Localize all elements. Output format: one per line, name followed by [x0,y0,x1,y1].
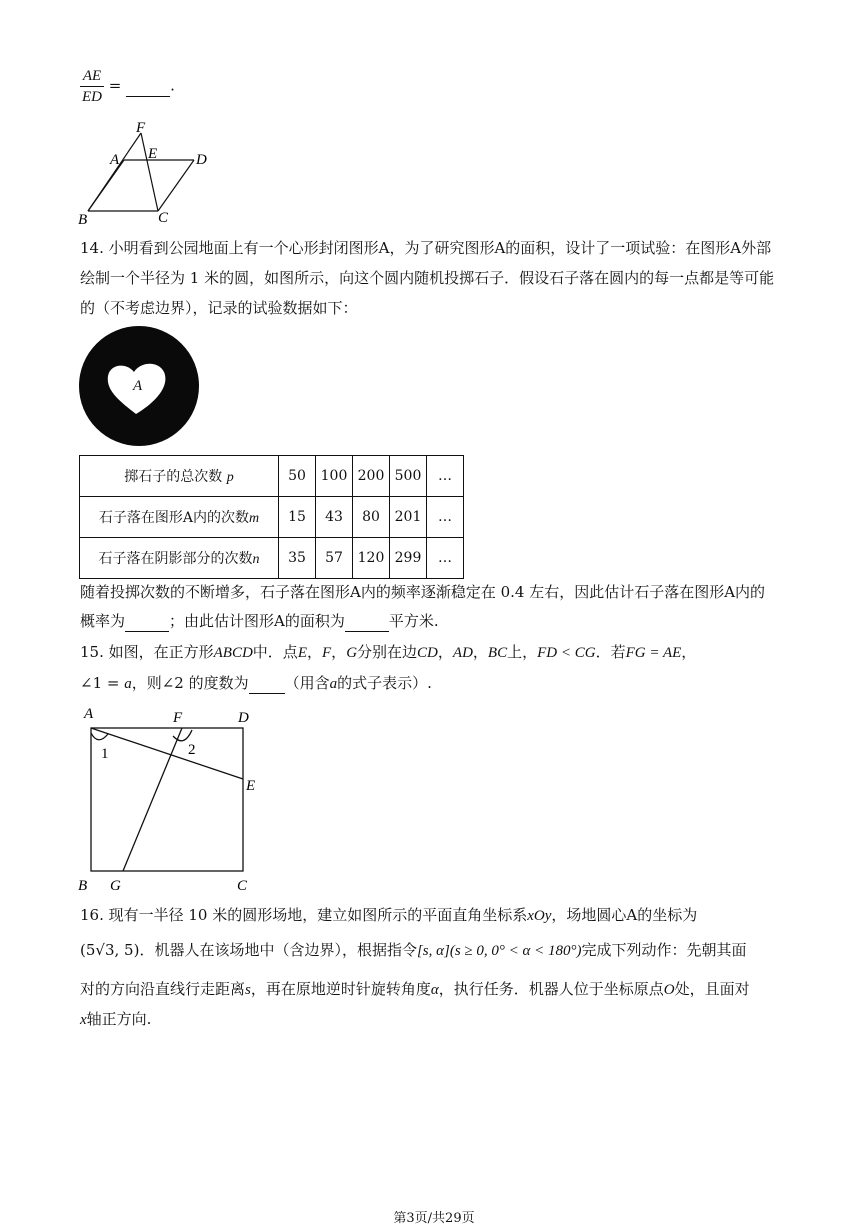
q14-line-3: 的（不考虑边界），记录的试验数据如下： [80,299,358,317]
table-cell: 299 [390,538,427,579]
table-cell: … [427,538,464,579]
page-footer: 第3页/共29页 [393,1211,475,1226]
table-cell: 100 [316,456,353,497]
table-row [80,538,464,579]
table-cell: … [427,497,464,538]
q15-answer-blank [249,673,285,694]
table-cell: 500 [390,456,427,497]
q14-probability-blank [125,611,169,632]
q13-frac-numerator: AE [80,66,104,87]
q15-angle-2-label: 2 [188,742,196,758]
q13-frac-denominator: ED [82,89,102,105]
table-row [80,497,464,538]
q16-line-3: 对的方向沿直线行走距离s，再在原地逆时针旋转角度α，执行任务．机器人位于坐标原点O处，且面对 [80,980,750,998]
q15-angle-1-label: 1 [101,746,109,762]
var-n: n [252,552,260,567]
q14-after-line-1: 随着投掷次数的不断增多，石子落在图形A内的频率逐渐稳定在 0.4 左右，因此估计石子落在图形A内的 [80,583,766,601]
q15-square-figure [76,700,276,895]
table-cell: 200 [353,456,390,497]
q15-label-b: B [78,878,88,894]
table-cell: 80 [353,497,390,538]
q13-label-d: D [196,152,207,168]
table-cell: 35 [279,538,316,579]
q14-heart-label: A [133,378,143,394]
q13-ratio-line [80,66,175,107]
table-cell: 120 [353,538,390,579]
q15-label-f: F [173,710,183,726]
table-cell: 201 [390,497,427,538]
q15-label-g: G [110,878,121,894]
var-p: p [226,470,234,485]
q13-label-c: C [158,210,169,226]
table-cell: … [427,456,464,497]
table-cell: 43 [316,497,353,538]
q13-answer-blank [126,76,170,97]
q13-label-e: E [148,146,158,162]
table-row [80,456,464,497]
q13-fraction [80,66,104,107]
q13-parallelogram-figure [74,118,224,230]
q13-label-a: A [110,152,120,168]
q14-area-blank [345,611,389,632]
q15-label-c: C [237,878,248,894]
table-row-label: 掷石子的总次数 p [80,456,279,497]
table-row-label: 石子落在阴影部分的次数n [80,538,279,579]
table-cell: 57 [316,538,353,579]
q14-circle-heart-figure [78,326,202,450]
q16-line-2: (5√3, 5)．机器人在该场地中（含边界），根据指令[s, α](s ≥ 0, 0° < α < 180°)完成下列动作：先朝其面 [80,941,747,959]
q13-label-b: B [78,212,88,228]
q14-line-2: 绘制一个半径为 1 米的圆，如图所示，向这个圆内随机投掷石子．假设石子落在圆内的每一点都是等可能 [80,269,775,287]
table-cell: 50 [279,456,316,497]
q16-condition: (s ≥ 0, 0° < α < 180°) [449,943,582,959]
table-cell: 15 [279,497,316,538]
q14-line-1: 14. 小明看到公园地面上有一个心形封闭图形A，为了研究图形A的面积，设计了一项试验：在图形A外部 [80,239,772,257]
q15-label-a: A [84,706,94,722]
table-row-label: 石子落在图形A内的次数m [80,497,279,538]
q15-label-e: E [246,778,256,794]
q13-equals: = [108,76,122,95]
q13-period: . [170,76,175,95]
q15-line-1: 15. 如图，在正方形ABCD中．点E，F，G分别在边CD，AD，BC上，FD < CG．若FG = AE， [80,643,697,661]
q16-center-coordinate: (5√3, 5) [80,941,140,959]
q14-data-table [79,455,464,579]
q16-line-1: 16. 现有一半径 10 米的圆形场地，建立如图所示的平面直角坐标系xOy，场地圆心A的坐标为 [80,906,698,924]
q15-line-2: ∠1 = a，则∠2 的度数为 （用含a的式子表示）. [80,674,432,692]
q16-line-4: x轴正方向. [80,1010,152,1028]
q13-label-f: F [136,120,146,136]
q14-after-line-2: 概率为 ；由此估计图形A的面积为 平方米. [80,612,439,630]
var-m: m [249,511,260,526]
q16-command: [s, α] [416,943,450,959]
q15-label-d: D [238,710,249,726]
